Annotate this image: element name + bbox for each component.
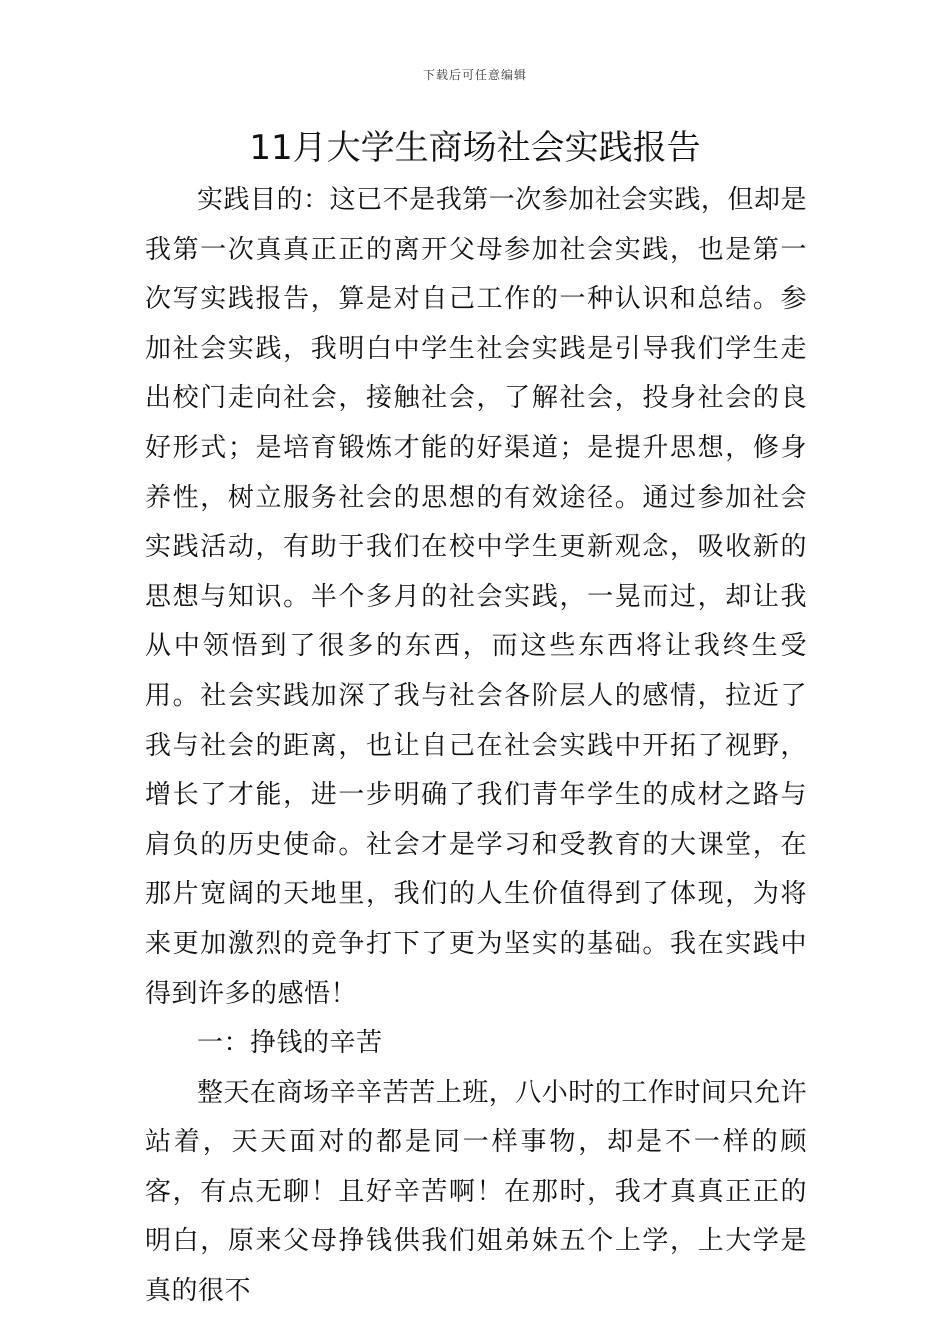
document-title: 11月大学生商场社会实践报告 [249,128,701,168]
document-body [145,176,807,1317]
download-note: 下载后可任意编辑 [422,68,527,82]
intro-paragraph: 实践目的：这已不是我第一次参加社会实践，但却是我第一次真真正正的离开父母参加社会实践，也是第一次写实践报告，算是对自己工作的一种认识和总结。参加社会实践，我明白中学生社会实践是引导我们学生走出校门走向社会，接触社会，了解社会，投身社会的良好形式；是培育锻炼才能的好渠道；是提升思想，修身养性，树立服务社会的思想的有效途径。通过参加社会实践活动，有助于我们在校中学生更新观念，吸收新的思想与知识。半个多月的社会实践，一晃而过，却让我从中领悟到了很多的东西，而这些东西将让我终生受用。社会实践加深了我与社会各阶层人的感情，拉近了我与社会的距离，也让自己在社会实践中开拓了视野，增长了才能，进一步明确了我们青年学生的成材之路与肩负的历史使命。社会才是学习和受教育的大课堂，在那片宽阔的天地里，我们的人生价值得到了体现，为将来更加激烈的竞争打下了更为坚实的基础。我在实践中得到许多的感悟！ [145,185,807,1009]
section-paragraph: 整天在商场辛辛苦苦上班，八小时的工作时间只允许站着，天天面对的都是同一样事物，却是不一样的顾客，有点无聊！且好辛苦啊！在那时，我才真真正正的明白，原来父母挣钱供我们姐弟妹五个上学，上大学是真的很不 [145,1077,807,1307]
section-heading: 一：挣钱的辛苦 [197,1028,383,1059]
